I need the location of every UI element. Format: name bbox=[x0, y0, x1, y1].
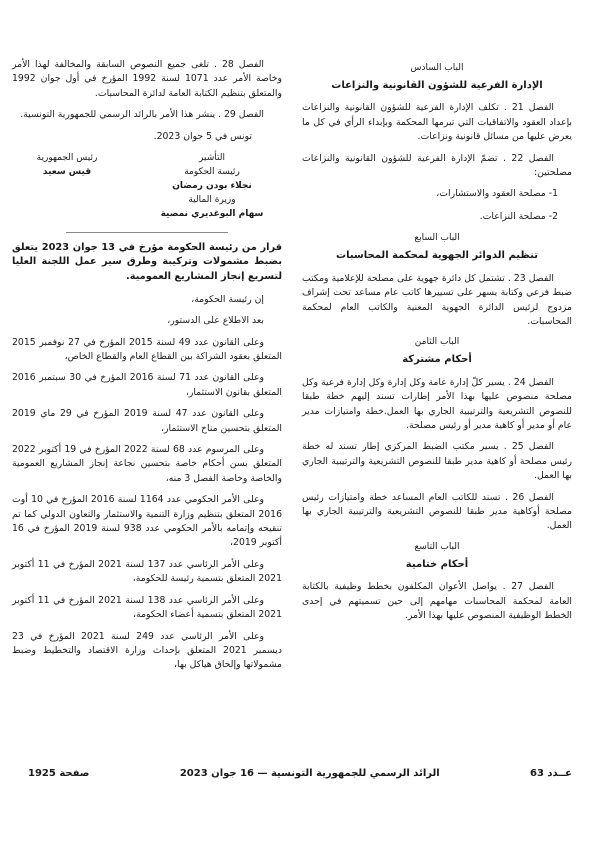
president-signature bbox=[12, 152, 122, 222]
decree-title: قرار من رئيسة الحكومة مؤرخ في 13 جوان 2023 يتعلق بضبط مشمولات وتركيبة وطرق سير عمل اللجنة العليا لتسريع إنجاز المشاريع العمومية. bbox=[12, 241, 282, 283]
article-22-item-2: 2- مصلحة النزاعات. bbox=[479, 210, 558, 222]
president-name: قيس سعيد bbox=[42, 166, 92, 177]
chapter-7-title: تنظيم الدوائر الجهوية لمحكمة المحاسبات bbox=[336, 250, 538, 262]
section-divider bbox=[66, 232, 228, 233]
chapter-7-label: الباب السابع bbox=[414, 233, 460, 244]
signature-block bbox=[12, 152, 282, 222]
article-24: الفصل 24 . يسير كلّ إدارة عامة وكل إدارة وكل إدارة فرعية وكل مصلحة منصوص عليها بهذا الأمر إطارات تسند إليهم خطة طبقا للنصوص التشريعية والترتيبية الجاري بها العمل.خطة وامتيازات مدير عام أو مدير أو كاهية مدير أو رئيس مصلحة. bbox=[302, 376, 572, 431]
right-column bbox=[302, 58, 572, 631]
countersignatures bbox=[142, 152, 282, 222]
visa-5: وعلى المرسوم عدد 68 لسنة 2022 المؤرخ في 19 أكتوبر 2022 المتعلق بسن أحكام خاصة بتحسين نجاعة إنجاز المشاريع العمومية والخاصة وخاصة الفصل 3 منه، bbox=[12, 444, 282, 484]
countersign-label: التأشير bbox=[199, 153, 225, 164]
left-column bbox=[12, 58, 282, 680]
chapter-6-label: الباب السادس bbox=[410, 63, 464, 73]
issuer-line: إن رئيسة الحكومة، bbox=[191, 293, 264, 305]
article-29: الفصل 29 . ينشر هذا الأمر بالرائد الرسمي للجمهورية التونسية. bbox=[20, 109, 264, 121]
finance-name: سهام البوغديري نمصية bbox=[160, 208, 264, 219]
article-26: الفصل 26 . تسند للكاتب العام المساعد خطة وامتيازات رئيس مصلحة أوكاهية مدير طبقا للنصوص التشريعية والترتيبية الجاري بها العمل. bbox=[302, 491, 572, 532]
issue-number: عــدد 63 bbox=[530, 768, 572, 779]
chapter-6-title: الإدارة الفرعية للشؤون القانونية والنزاعات bbox=[331, 79, 543, 91]
visa-7: وعلى الأمر الرئاسي عدد 137 لسنة 2021 المؤرخ في 11 أكتوبر 2021 المتعلق بتسمية رئيسة للحكومة، bbox=[12, 558, 282, 585]
article-22: الفصل 22 . تضمّ الإدارة الفرعية للشؤون القانونية والنزاعات مصلحتين: bbox=[302, 152, 572, 179]
article-27: الفصل 27 . يواصل الأعوان المكلفون بخطط وظيفية بالكتابة العامة لمحكمة المحاسبات مهامهم إلى حين تسميتهم في إحدى الخطط الوظيفية المنصوص عليها بهذا الأمر. bbox=[302, 581, 572, 622]
article-22-item-1: 1- مصلحة العقود والاستشارات، bbox=[436, 188, 558, 200]
pm-name: نجلاء بودن رمضان bbox=[172, 180, 252, 191]
decree-date: تونس في 5 جوان 2023. bbox=[153, 130, 252, 142]
chapter-8-title: أحكام مشتركة bbox=[402, 354, 472, 366]
visa-6: وعلى الأمر الحكومي عدد 1164 لسنة 2016 المؤرخ في 10 أوت 2016 المتعلق بتنظيم وزارة التنمية والاستثمار والتعاون الدولي كما تم تنقيحه وإتمامه بالأمر الحكومي عدد 938 لسنة 2019 المؤرخ في 16 أكتوبر 2019، bbox=[12, 494, 282, 549]
page-footer bbox=[28, 768, 572, 779]
pm-title: رئيسة الحكومة bbox=[184, 166, 240, 177]
article-21: الفصل 21 . تكلف الإدارة الفرعية للشؤون القانونية والنزاعات بإعداد العقود والاتفاقيات التي تبرمها المحكمة وبإبداء الرأي في كل ما يعرض عليها من مسائل قانونية ونزاعات. bbox=[302, 102, 572, 143]
visa-2: وعلى القانون عدد 49 لسنة 2015 المؤرخ في 27 نوفمبر 2015 المتعلق بعقود الشراكة بين القطاع العام والقطاع الخاص، bbox=[12, 336, 282, 362]
article-23: الفصل 23 . تشتمل كل دائرة جهوية على مصلحة للإعلامية ومكتب ضبط فرعي وكتابة يسهر على تسييرها كاتب عام مساعد تحت إشراف مزدوج لرئيس الدائرة الجهوية المعنية والكاتب العام لمحكمة المحاسبات. bbox=[302, 272, 572, 327]
president-title: رئيس الجمهورية bbox=[36, 153, 98, 164]
finance-title: وزيرة المالية bbox=[188, 194, 236, 205]
visa-1: بعد الاطلاع على الدستور، bbox=[167, 315, 264, 327]
article-28: الفصل 28 . تلغى جميع النصوص السابقة والمخالفة لهذا الأمر وخاصة الأمر عدد 1071 لسنة 1992 المؤرخ في أول جوان 1992 والمتعلق بتنظيم الكتابة العامة لدائرة المحاسبات. bbox=[12, 59, 282, 99]
journal-title: الرائد الرسمي للجمهورية التونسية — 16 جوان 2023 bbox=[179, 768, 440, 779]
chapter-9-title: أحكام ختامية bbox=[405, 558, 469, 570]
visa-4: وعلى القانون عدد 47 لسنة 2019 المؤرخ في 29 ماي 2019 المتعلق بتحسين مناخ الاستثمار، bbox=[12, 408, 282, 434]
article-25: الفصل 25 . يسير مكتب الضبط المركزي إطار تسند له خطة رئيس مصلحة أو كاهية مدير طبقا للنصوص التشريعية والترتيبية الجاري بها العمل. bbox=[302, 441, 572, 482]
chapter-9-label: الباب التاسع bbox=[414, 541, 460, 552]
visa-8: وعلى الأمر الرئاسي عدد 138 لسنة 2021 المؤرخ في 11 أكتوبر 2021 المتعلق بتسمية أعضاء الحكومة، bbox=[12, 594, 282, 621]
visa-9: وعلى الأمر الرئاسي عدد 249 لسنة 2021 المؤرخ في 23 ديسمبر 2021 المتعلق بإحداث وزارة الاقتصاد والتخطيط وضبط مشمولاتها وإلحاق هياكل بها، bbox=[12, 630, 282, 671]
visa-3: وعلى القانون عدد 71 لسنة 2016 المؤرخ في 30 سبتمبر 2016 المتعلق بقانون الاستثمار، bbox=[12, 372, 282, 398]
chapter-8-label: الباب الثامن bbox=[414, 337, 460, 348]
page-number: صفحة 1925 bbox=[28, 768, 90, 779]
